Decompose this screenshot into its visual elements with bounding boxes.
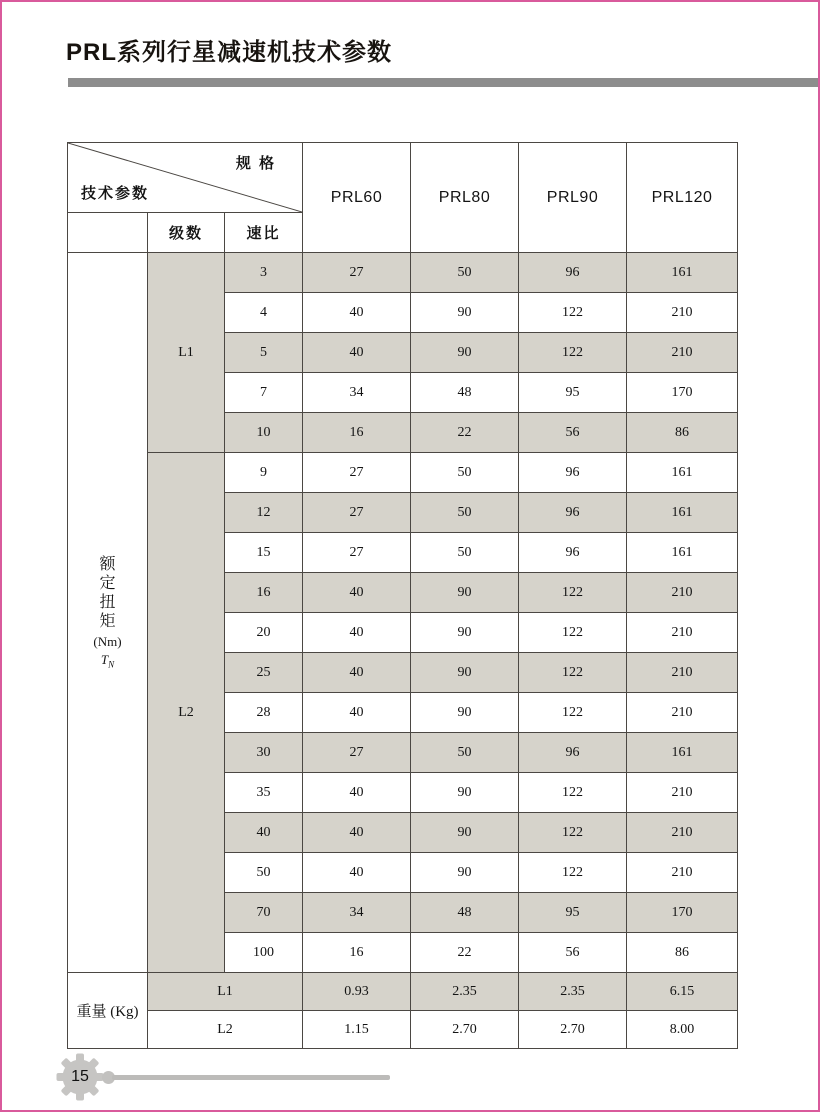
weight-value-prl60: 0.93 [303,973,411,1011]
torque-symbol: $T_N$ [100,652,115,670]
ratio-cell: 100 [225,933,303,973]
torque-value-prl80: 90 [411,613,519,653]
ratio-cell: 12 [225,493,303,533]
torque-value-prl60: 27 [303,493,411,533]
torque-value-prl120: 210 [627,613,738,653]
torque-value-prl90: 96 [519,453,627,493]
column-header-prl120: PRL120 [627,143,738,253]
torque-value-prl60: 40 [303,293,411,333]
subheader-stage: 级数 [148,213,225,253]
weight-row-l2 [68,1011,738,1049]
column-header-prl80: PRL80 [411,143,519,253]
torque-value-prl80: 90 [411,573,519,613]
stage-cell-l1: L1 [148,253,225,453]
torque-value-prl60: 16 [303,413,411,453]
torque-value-prl80: 50 [411,453,519,493]
torque-value-prl60: 27 [303,733,411,773]
ratio-cell: 50 [225,853,303,893]
torque-value-prl90: 56 [519,413,627,453]
torque-value-prl60: 40 [303,613,411,653]
torque-value-prl60: 27 [303,533,411,573]
torque-value-prl120: 210 [627,773,738,813]
weight-value-prl120: 6.15 [627,973,738,1011]
torque-value-prl60: 40 [303,813,411,853]
spec-table [67,142,738,1049]
torque-value-prl60: 40 [303,333,411,373]
corner-label-tech-params: 技术参数 [81,185,150,202]
ratio-cell: 3 [225,253,303,293]
corner-label-spec: 规 格 [235,155,277,172]
page-title: PRL系列行星减速机技术参数 [66,39,392,66]
ratio-cell: 9 [225,453,303,493]
torque-value-prl120: 210 [627,573,738,613]
torque-value-prl90: 122 [519,813,627,853]
torque-value-prl120: 210 [627,333,738,373]
page-number-gear-badge [56,1053,104,1101]
weight-value-prl90: 2.70 [519,1011,627,1049]
rated-torque-label-cell [68,253,148,973]
torque-value-prl90: 122 [519,333,627,373]
torque-value-prl120: 161 [627,533,738,573]
torque-value-prl80: 22 [411,933,519,973]
ratio-cell: 40 [225,813,303,853]
weight-value-prl90: 2.35 [519,973,627,1011]
ratio-cell: 4 [225,293,303,333]
torque-value-prl60: 40 [303,573,411,613]
weight-label-cell: 重量 (Kg) [68,973,148,1049]
ratio-cell: 16 [225,573,303,613]
spec-row-l2-ratio-9 [68,453,738,493]
torque-value-prl60: 16 [303,933,411,973]
torque-value-prl120: 161 [627,733,738,773]
torque-value-prl90: 95 [519,893,627,933]
spec-table-body [68,143,738,1049]
torque-value-prl120: 86 [627,413,738,453]
torque-value-prl60: 27 [303,253,411,293]
torque-value-prl120: 161 [627,253,738,293]
torque-value-prl120: 170 [627,893,738,933]
ratio-cell: 70 [225,893,303,933]
torque-value-prl80: 50 [411,733,519,773]
torque-value-prl60: 34 [303,373,411,413]
torque-value-prl60: 34 [303,893,411,933]
ratio-cell: 5 [225,333,303,373]
spec-row-l1-ratio-3 [68,253,738,293]
torque-value-prl90: 56 [519,933,627,973]
torque-value-prl90: 122 [519,693,627,733]
torque-value-prl120: 210 [627,653,738,693]
subheader-ratio: 速比 [225,213,303,253]
torque-value-prl60: 40 [303,653,411,693]
torque-value-prl80: 90 [411,293,519,333]
torque-value-prl120: 210 [627,293,738,333]
page-number: 15 [71,1068,89,1085]
title-underline-bar [68,78,818,87]
torque-value-prl80: 50 [411,253,519,293]
ratio-cell: 25 [225,653,303,693]
torque-value-prl120: 210 [627,693,738,733]
torque-value-prl90: 122 [519,613,627,653]
torque-value-prl90: 96 [519,533,627,573]
torque-value-prl90: 122 [519,853,627,893]
ratio-cell: 10 [225,413,303,453]
torque-value-prl80: 90 [411,693,519,733]
torque-value-prl90: 122 [519,573,627,613]
torque-value-prl120: 210 [627,813,738,853]
torque-value-prl80: 50 [411,533,519,573]
torque-value-prl80: 22 [411,413,519,453]
torque-value-prl80: 90 [411,813,519,853]
weight-value-prl80: 2.35 [411,973,519,1011]
ratio-cell: 7 [225,373,303,413]
torque-value-prl80: 90 [411,853,519,893]
torque-unit: (Nm) [93,634,122,650]
weight-row-l1 [68,973,738,1011]
torque-value-prl90: 122 [519,293,627,333]
torque-value-prl60: 40 [303,853,411,893]
ratio-cell: 15 [225,533,303,573]
weight-value-prl120: 8.00 [627,1011,738,1049]
torque-value-prl90: 96 [519,253,627,293]
ratio-cell: 20 [225,613,303,653]
empty-corner-cell [68,213,148,253]
torque-value-prl80: 48 [411,373,519,413]
weight-stage-cell-l2: L2 [148,1011,303,1049]
torque-value-prl120: 170 [627,373,738,413]
torque-value-prl60: 40 [303,773,411,813]
weight-stage-cell-l1: L1 [148,973,303,1011]
column-header-prl60: PRL60 [303,143,411,253]
torque-value-prl90: 122 [519,773,627,813]
column-header-prl90: PRL90 [519,143,627,253]
diagonal-header-cell [68,143,303,213]
footer-rule-line [112,1075,390,1080]
torque-value-prl120: 86 [627,933,738,973]
torque-value-prl90: 96 [519,733,627,773]
ratio-cell: 30 [225,733,303,773]
torque-value-prl80: 90 [411,653,519,693]
torque-value-prl80: 90 [411,333,519,373]
weight-value-prl80: 2.70 [411,1011,519,1049]
rated-torque-label: 额 定 扭 矩 (Nm) $T_N$ [93,556,122,670]
torque-value-prl90: 96 [519,493,627,533]
header-row-models [68,143,738,213]
torque-value-prl120: 210 [627,853,738,893]
torque-value-prl60: 27 [303,453,411,493]
torque-value-prl120: 161 [627,453,738,493]
torque-value-prl80: 50 [411,493,519,533]
stage-cell-l2: L2 [148,453,225,973]
torque-value-prl120: 161 [627,493,738,533]
torque-value-prl60: 40 [303,693,411,733]
torque-value-prl80: 90 [411,773,519,813]
ratio-cell: 28 [225,693,303,733]
ratio-cell: 35 [225,773,303,813]
torque-value-prl80: 48 [411,893,519,933]
weight-value-prl60: 1.15 [303,1011,411,1049]
torque-value-prl90: 122 [519,653,627,693]
torque-value-prl90: 95 [519,373,627,413]
